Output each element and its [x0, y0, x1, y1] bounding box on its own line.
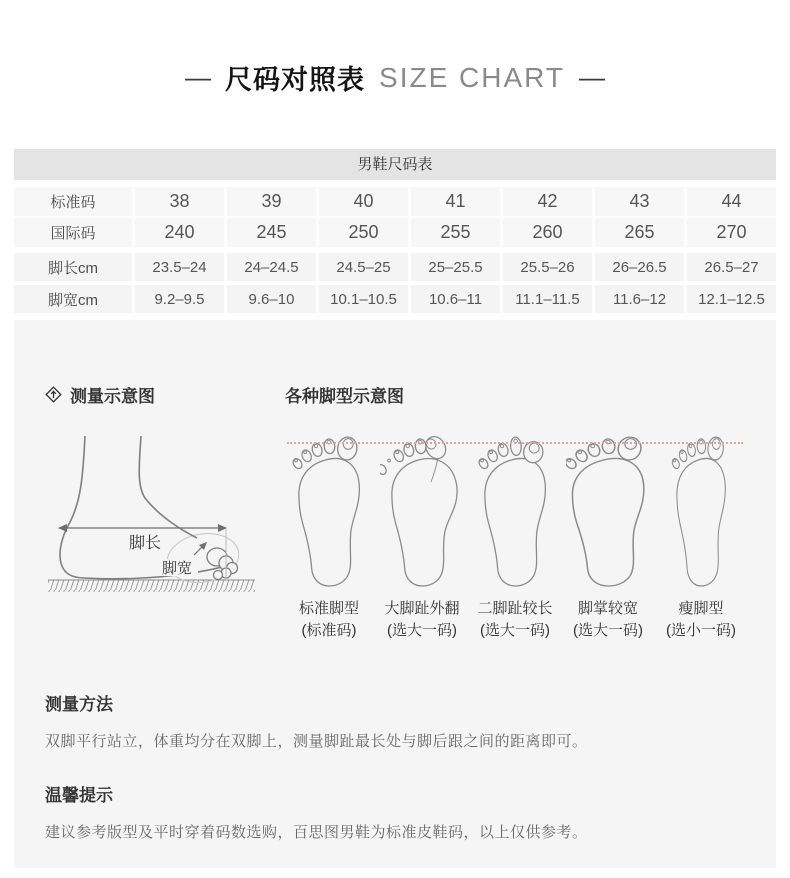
table-cell: 265 [595, 218, 684, 247]
foot-sole-standard-illustration [287, 436, 371, 588]
title-left-dash: — [185, 62, 212, 92]
foot-length-label: 脚长 [128, 535, 162, 552]
foot-sole-valgus-illustration [380, 436, 464, 588]
table-cell: 26.5–27 [687, 253, 776, 281]
foot-type-thin [657, 432, 745, 642]
table-cell: 26–26.5 [595, 253, 684, 281]
row-label: 脚宽cm [14, 285, 132, 313]
page-title-en: SIZE CHART [379, 61, 565, 93]
page-title [0, 0, 790, 97]
foot-type-advice: (选大一码) [480, 622, 550, 639]
table-cell: 9.2–9.5 [135, 285, 224, 313]
table-cell: 23.5–24 [135, 253, 224, 281]
bottom-text-section [45, 690, 745, 842]
table-cell: 25.5–26 [503, 253, 592, 281]
foot-type-long-second-toe [471, 432, 559, 642]
foot-type-advice: (标准码) [301, 622, 357, 639]
measure-diagram-heading [45, 382, 285, 406]
table-cell: 11.1–11.5 [503, 285, 592, 313]
foot-types-heading [285, 382, 745, 406]
table-cell: 25–25.5 [411, 253, 500, 281]
measure-method-body: 双脚平行站立，体重均分在双脚上，测量脚趾最长处与脚后跟之间的距离即可。 [45, 733, 588, 750]
table-cell: 24.5–25 [319, 253, 408, 281]
foot-type-valgus [378, 432, 466, 642]
table-cell: 38 [135, 187, 224, 216]
table-row-foot-length [14, 253, 776, 281]
page-title-zh: 尺码对照表 [225, 65, 366, 95]
table-cell: 40 [319, 187, 408, 216]
tips-heading: 温馨提示 [45, 786, 113, 805]
foot-type-name: 二脚趾较长 [477, 600, 553, 617]
measurement-diagram-column [45, 382, 285, 642]
foot-types-row [285, 432, 745, 642]
table-cell: 250 [319, 218, 408, 247]
table-row-standard-size [14, 187, 776, 216]
row-label: 国际码 [14, 218, 132, 247]
foot-type-advice: (选大一码) [573, 622, 643, 639]
foot-sole-thin-illustration [659, 436, 743, 588]
table-cell: 255 [411, 218, 500, 247]
tips-body: 建议参考版型及平时穿着码数选购，百思图男鞋为标准皮鞋码，以上仅供参考。 [45, 824, 588, 841]
table-cell: 270 [687, 218, 776, 247]
toe-reference-dotted-line [287, 442, 743, 444]
foot-sole-long-second-toe-illustration [473, 436, 557, 588]
foot-type-name: 标准脚型 [298, 600, 359, 617]
measure-diagram-heading-label: 测量示意图 [70, 386, 155, 406]
table-cell: 43 [595, 187, 684, 216]
info-panel [14, 320, 776, 868]
table-cell: 9.6–10 [227, 285, 316, 313]
foot-type-wide [564, 432, 652, 642]
foot-type-name: 瘦脚型 [678, 600, 724, 617]
table-cell: 10.1–10.5 [319, 285, 408, 313]
diamond-arrow-icon [45, 386, 62, 403]
table-cell: 24–24.5 [227, 253, 316, 281]
table-cell: 260 [503, 218, 592, 247]
foot-side-view-illustration [45, 434, 285, 601]
table-cell: 42 [503, 187, 592, 216]
foot-sole-wide-illustration [566, 436, 650, 588]
foot-type-standard [285, 432, 373, 642]
foot-width-label: 脚宽 [161, 560, 193, 577]
table-cell: 10.6–11 [411, 285, 500, 313]
table-cell: 44 [687, 187, 776, 216]
measure-method-heading: 测量方法 [45, 695, 113, 714]
row-label: 脚长cm [14, 253, 132, 281]
foot-type-name: 脚掌较宽 [577, 600, 638, 617]
table-cell: 245 [227, 218, 316, 247]
foot-types-column [285, 382, 745, 642]
table-cell: 41 [411, 187, 500, 216]
table-cell: 11.6–12 [595, 285, 684, 313]
foot-type-advice: (选大一码) [387, 622, 457, 639]
foot-type-advice: (选小一码) [666, 622, 736, 639]
row-label: 标准码 [14, 187, 132, 216]
size-table-title: 男鞋尺码表 [14, 149, 776, 180]
table-cell: 39 [227, 187, 316, 216]
diagrams-section [45, 382, 745, 642]
size-table [14, 149, 776, 313]
title-right-dash: — [578, 62, 605, 92]
foot-types-heading-label: 各种脚型示意图 [285, 386, 404, 406]
table-row-international-size [14, 218, 776, 247]
table-cell: 12.1–12.5 [687, 285, 776, 313]
table-row-foot-width [14, 285, 776, 313]
foot-type-name: 大脚趾外翻 [384, 600, 460, 617]
table-cell: 240 [135, 218, 224, 247]
